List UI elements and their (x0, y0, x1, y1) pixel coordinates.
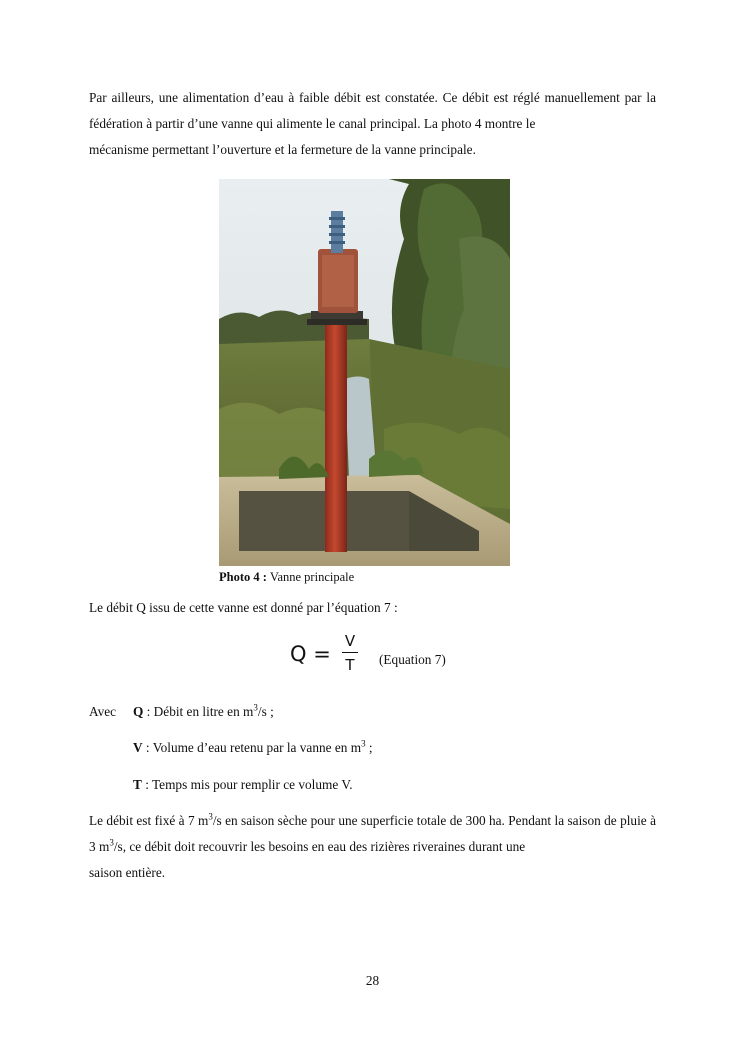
paragraph-intro-last-line: mécanisme permettant l’ouverture et la fermeture de la vanne principale. (89, 142, 476, 157)
paragraph-equation-intro (89, 595, 656, 621)
paragraph-flow-rate-sup1: 3 (208, 811, 213, 822)
definition-t (133, 777, 353, 793)
definition-v-symbol: V (133, 740, 143, 755)
definition-q-text: : Débit en litre en m (143, 704, 254, 719)
photo-main-valve (219, 179, 510, 566)
equation-label: (Equation 7) (379, 652, 446, 667)
photo-caption (219, 570, 354, 585)
paragraph-intro-body: Par ailleurs, une alimentation d’eau à faible débit est constatée. Ce débit est réglé manuellement par la fédération à partir d’une vanne qui alimente le canal principal. La photo 4 montre le (89, 90, 656, 131)
definition-v-text-after: ; (365, 740, 373, 755)
paragraph-flow-rate-last-line: saison entière. (89, 865, 166, 880)
definition-q-sup: 3 (253, 702, 258, 713)
fraction-bar (342, 652, 358, 653)
paragraph-flow-rate-a: Le débit est fixé à 7 m (89, 813, 209, 828)
equation-denominator: T (345, 656, 355, 674)
paragraph-flow-rate-sup2: 3 (109, 837, 114, 848)
definition-q-symbol: Q (133, 704, 144, 719)
definition-v-sup: 3 (361, 738, 366, 749)
definition-q-text-after: /s ; (257, 704, 274, 719)
definition-q (89, 704, 274, 720)
definition-t-text: : Temps mis pour remplir ce volume V. (141, 777, 353, 792)
paragraph-intro (89, 85, 656, 163)
definition-v (133, 740, 373, 756)
paragraph-flow-rate-b: /s en saison sèche pour une superficie totale de 300 ha. Pendant la saison de pluie à 3 m (89, 813, 656, 854)
paragraph-flow-rate (89, 808, 656, 886)
photo-caption-text: Vanne principale (266, 570, 355, 584)
definition-v-text: : Volume d’eau retenu par la vanne en m (142, 740, 362, 755)
equation-lhs: Q = (290, 642, 331, 666)
paragraph-flow-rate-c: /s, ce débit doit recouvrir les besoins en eau des rizières riveraines durant une (113, 839, 526, 854)
page-number: 28 (365, 973, 380, 988)
equation-numerator: V (344, 632, 356, 650)
paragraph-equation-intro-text: Le débit Q issu de cette vanne est donné par l’équation 7 : (89, 600, 398, 615)
equation-7 (290, 632, 490, 682)
equation-fraction (342, 632, 358, 674)
photo-caption-label: Photo 4 : (219, 570, 267, 584)
definition-t-symbol: T (133, 777, 142, 792)
definitions-prefix: Avec (89, 704, 117, 719)
valve-photo-illustration (219, 179, 510, 566)
